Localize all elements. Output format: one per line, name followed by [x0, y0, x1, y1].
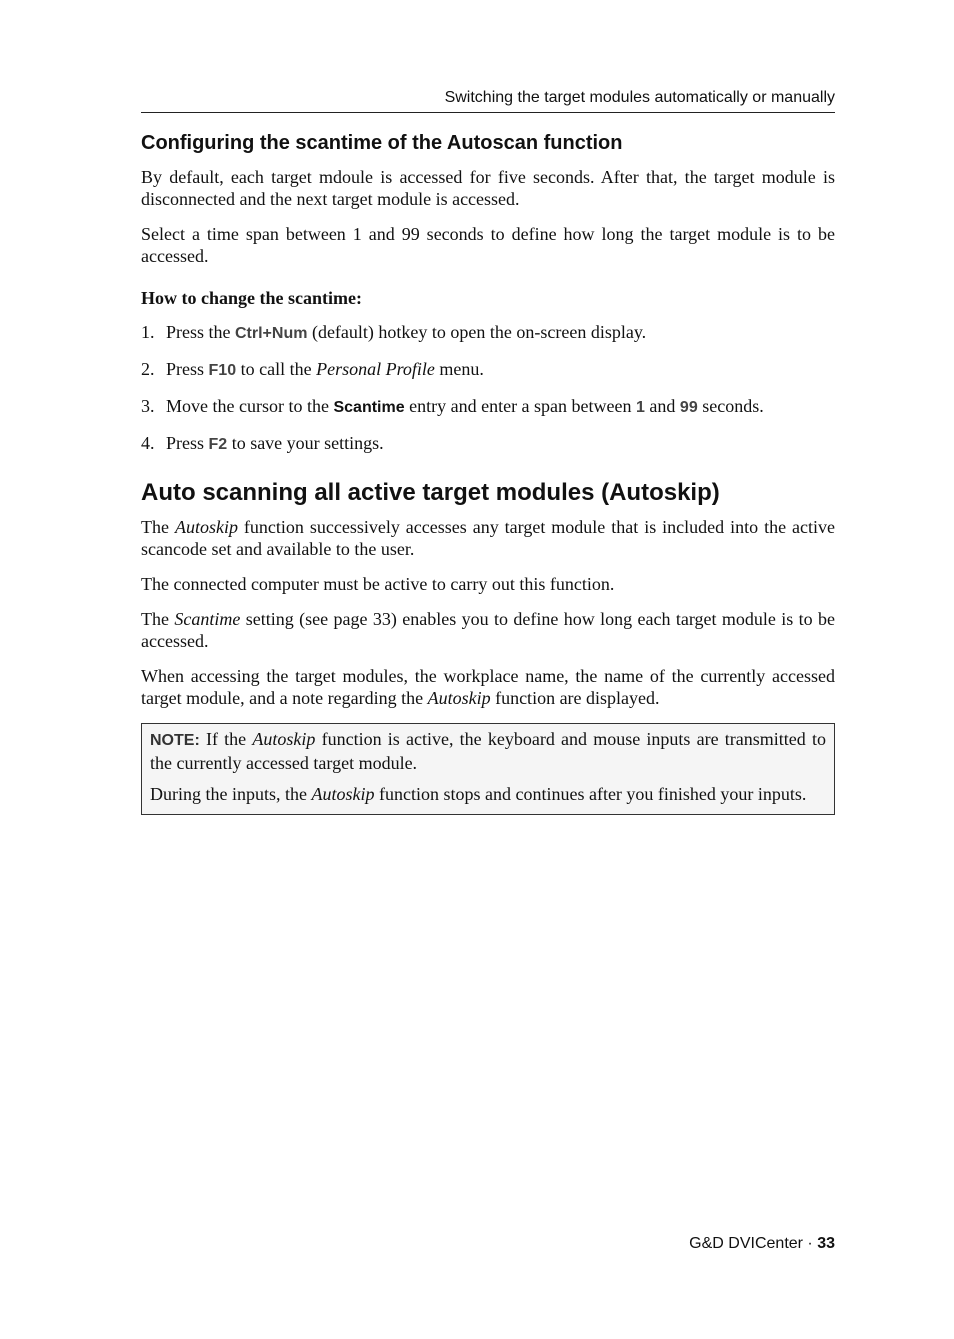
- key-label: F10: [208, 362, 237, 379]
- note-label: NOTE:: [150, 732, 200, 749]
- page-content: [141, 130, 835, 815]
- hotkey-label: Ctrl+Num: [235, 325, 308, 342]
- paragraph-scantime-ref: The Scantime setting (see page 33) enables you to define how long each target module is to be accessed.: [141, 609, 836, 651]
- paragraph-display: When accessing the target modules, the workplace name, the name of the currently accessed target module, and a note regarding the Autoskip function are displayed.: [141, 666, 835, 708]
- list-item: 1. Press the Ctrl+Num (default) hotkey to open the on-screen display.: [141, 322, 647, 342]
- note-paragraph-1: NOTE: If the Autoskip function is active, the keyboard and mouse inputs are transmitted to the currently accessed target module.: [150, 729, 826, 773]
- paragraph-active: The connected computer must be active to carry out this function.: [141, 574, 615, 594]
- page-footer: [689, 1234, 835, 1254]
- howto-heading: How to change the scantime:: [141, 288, 362, 308]
- footer-product: G&D DVICenter ·: [689, 1235, 818, 1252]
- running-title: Switching the target modules automatically or manually: [444, 89, 835, 106]
- paragraph-default: By default, each target mdoule is accessed for five seconds. After that, the target module is disconnected and the next target module is accessed.: [141, 167, 835, 209]
- key-label: F2: [208, 436, 228, 453]
- running-header: [141, 88, 835, 113]
- list-item: 4. Press F2 to save your settings.: [141, 433, 384, 453]
- steps-list: [141, 321, 835, 456]
- paragraph-autoskip-intro: The Autoskip function successively accesses any target module that is included into the active scancode set and available to the user.: [141, 517, 835, 559]
- note-paragraph-2: During the inputs, the Autoskip function stops and continues after you finished your inputs.: [150, 784, 807, 804]
- value-min: 1: [636, 399, 645, 416]
- page-number: 33: [817, 1235, 835, 1252]
- list-item: 3. Move the cursor to the Scantime entry and enter a span between 1 and 99 seconds.: [141, 396, 764, 416]
- menu-name: Personal Profile: [316, 359, 435, 379]
- list-item: 2. Press F10 to call the Personal Profile menu.: [141, 359, 484, 379]
- note-box: [141, 723, 835, 815]
- entry-label: Scantime: [333, 399, 405, 416]
- paragraph-timespan: Select a time span between 1 and 99 seconds to define how long the target module is to be accessed.: [141, 224, 835, 266]
- section-heading-scantime: Configuring the scantime of the Autoscan function: [141, 132, 623, 154]
- section-heading-autoskip: Auto scanning all active target modules (Autoskip): [141, 479, 720, 506]
- value-max: 99: [679, 399, 698, 416]
